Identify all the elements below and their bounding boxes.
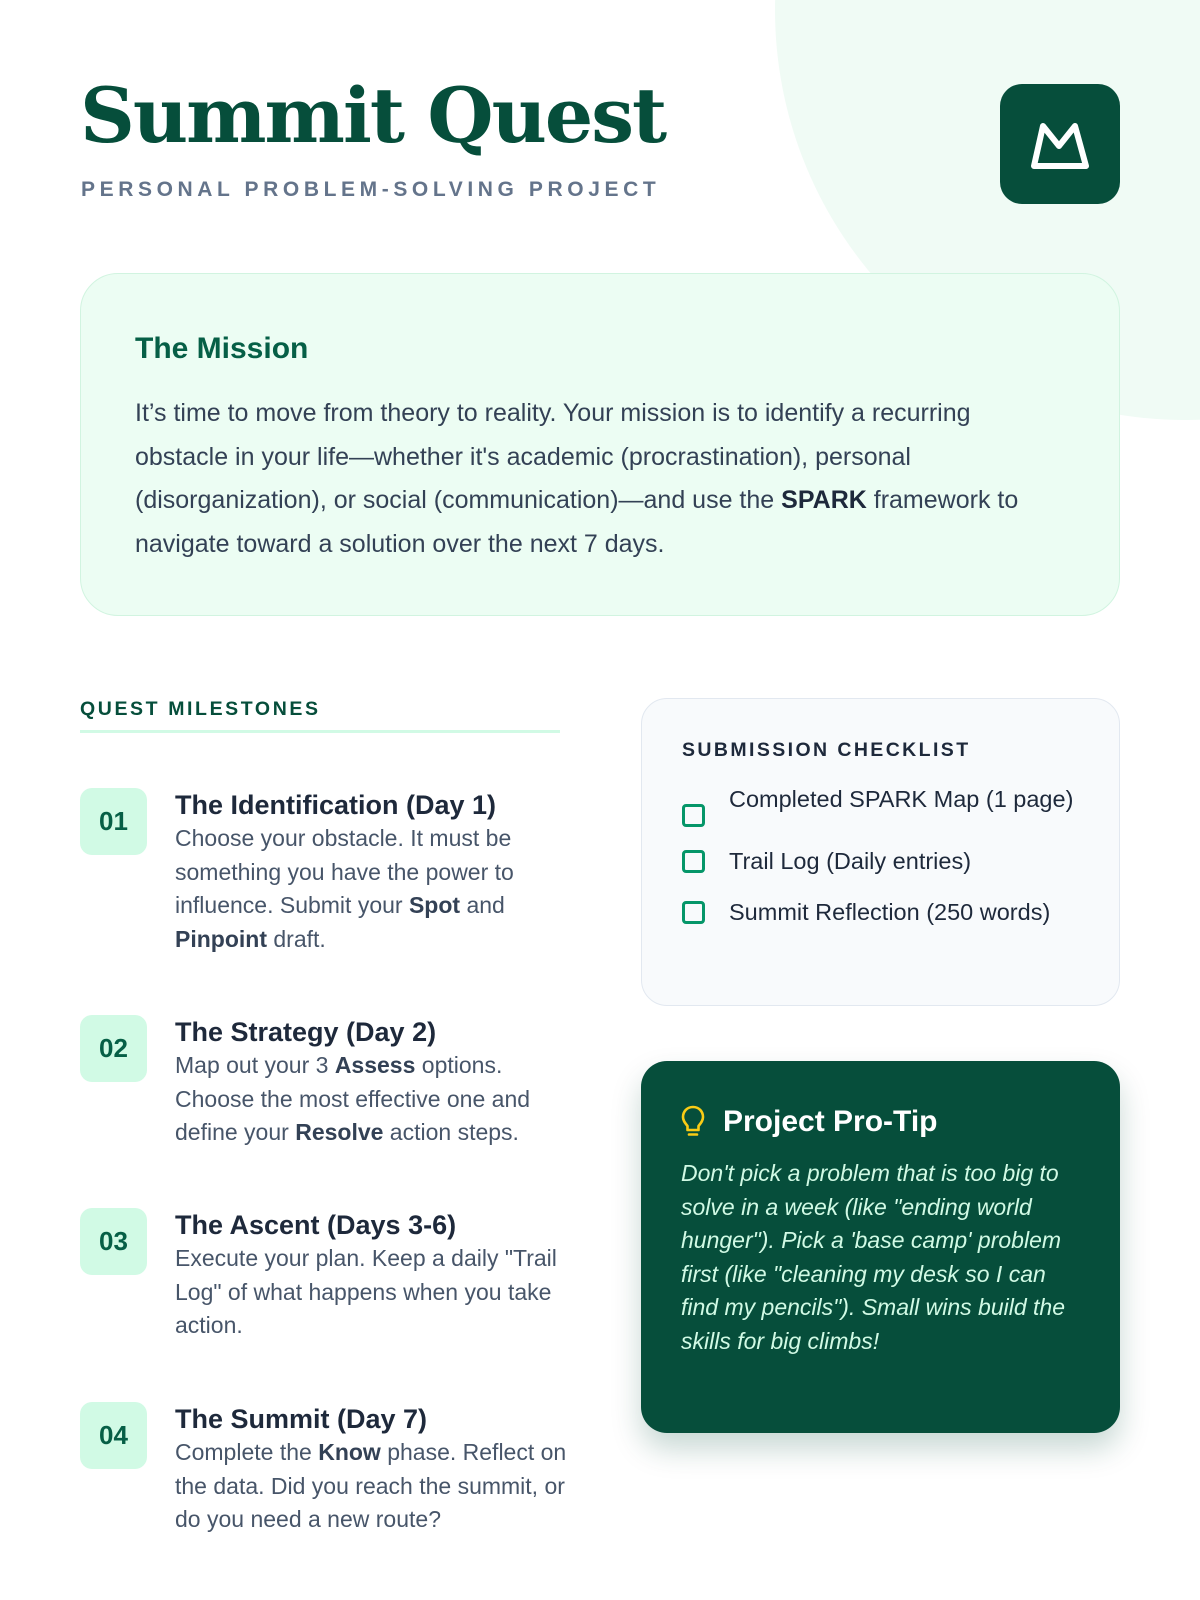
- mission-card: [80, 273, 1120, 616]
- checklist-item-label: Summit Reflection (250 words): [729, 899, 1051, 925]
- checklist-item[interactable]: [682, 782, 1119, 827]
- milestone-text: Execute your plan. Keep a daily "Trail Log" of what happens when you take action.: [175, 1245, 557, 1338]
- milestone-text: Map out your 3 Assess options. Choose the most effective one and define your Resolve action steps.: [175, 1052, 531, 1145]
- milestone-title: The Strategy (Day 2): [175, 1017, 437, 1047]
- milestones-divider: [80, 730, 560, 733]
- page-title: Summit Quest: [80, 71, 666, 160]
- checklist-item[interactable]: [682, 895, 1119, 929]
- mission-emphasis: SPARK: [781, 486, 867, 514]
- checklist-item[interactable]: [682, 844, 1119, 878]
- checklist-title: SUBMISSION CHECKLIST: [682, 739, 971, 761]
- milestone-title: The Identification (Day 1): [175, 790, 497, 820]
- milestone-text: Choose your obstacle. It must be something you have the power to influence. Submit your Spot and Pinpoint draft.: [175, 825, 514, 952]
- lightbulb-icon: [681, 1105, 705, 1139]
- submission-checklist: [641, 698, 1120, 1006]
- mountain-icon: [1029, 116, 1091, 172]
- milestone-title: The Ascent (Days 3-6): [175, 1210, 457, 1240]
- milestone-number: 03: [80, 1208, 147, 1275]
- checkbox[interactable]: [682, 901, 705, 924]
- checklist-item-label: Trail Log (Daily entries): [729, 848, 972, 874]
- mission-text: It’s time to move from theory to reality. Your mission is to identify a recurring obstacle in your life—whether it's academic (procrastination), personal (disorganization), or social (communication)—and use the SPARK framework to navigate toward a solution over the next 7 days.: [135, 399, 1019, 558]
- mission-title: The Mission: [135, 332, 309, 365]
- pro-tip-card: [641, 1061, 1120, 1433]
- milestone-number: 04: [80, 1402, 147, 1469]
- tip-title: Project Pro-Tip: [723, 1105, 938, 1138]
- tip-text: Don't pick a problem that is too big to solve in a week (like "ending world hunger"). Pick a 'base camp' problem first (like "cleaning my desk so I can find my pencils"). Small wins build the skills for big climbs!: [681, 1160, 1065, 1354]
- page-subtitle: PERSONAL PROBLEM-SOLVING PROJECT: [81, 178, 661, 201]
- logo: [1000, 84, 1120, 204]
- checkbox[interactable]: [682, 804, 705, 827]
- checklist-item-label: Completed SPARK Map (1 page): [729, 786, 1074, 812]
- milestone-title: The Summit (Day 7): [175, 1404, 428, 1434]
- milestone-text: Complete the Know phase. Reflect on the data. Did you reach the summit, or do you need a new route?: [175, 1439, 567, 1532]
- checkbox[interactable]: [682, 850, 705, 873]
- milestone-number: 01: [80, 788, 147, 855]
- milestones-heading: QUEST MILESTONES: [80, 698, 321, 720]
- milestone-number: 02: [80, 1015, 147, 1082]
